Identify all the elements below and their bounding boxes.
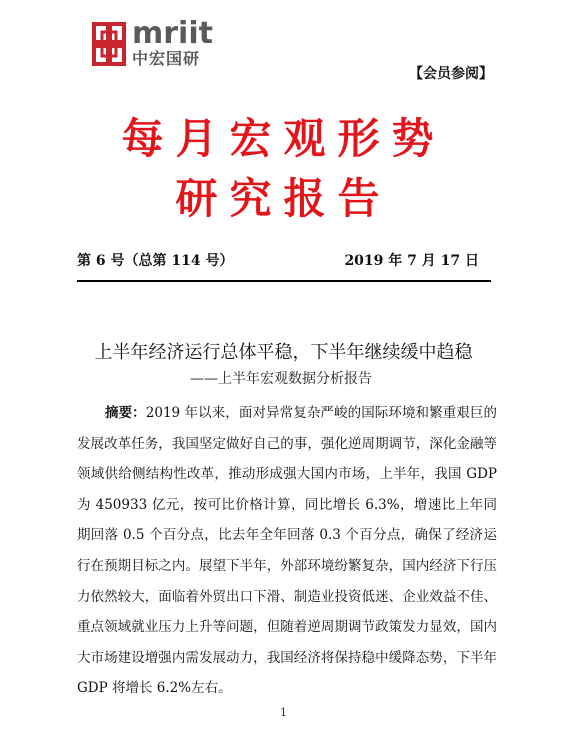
page-number: 1 xyxy=(280,706,287,719)
issue-date: 2019 年 7 月 17 日 xyxy=(344,253,479,269)
report-title-line2: 研究报告 xyxy=(175,174,392,223)
member-tag: 【会员参阅】 xyxy=(409,66,493,82)
abstract-text: 2019 年以来，面对异常复杂严峻的国际环境和繁重艰巨的发展改革任务，我国坚定做好自己的事，强化逆周期调节，深化金融等领域供给侧结构性改革，推动形成强大国内市场，上半年，我国 GDP 为 450933 亿元，按可比价格计算，同比增长 6.3%，增速比上年同期回落 0.5 个百分点，比去年全年回落 0.3 个百分点，确保了经济运行在预期目标之内。展望下半年，外部环境纷繁复杂，国内经济下行压力依然较大，面临着外贸出口下滑、制造业投资低迷、企业效益不佳、重点领域就业压力上升等问题，但随着逆周期调节政策发力显效，国内大市场建设增强内需发展动力，我国经济将保持稳中缓降态势，下半年 GDP 将增长 6.2%左右。 xyxy=(77,405,498,697)
mriit-logo xyxy=(92,16,242,72)
logo-text: mriit xyxy=(132,16,213,51)
logo-mark-icon xyxy=(92,22,126,66)
header-divider xyxy=(77,280,491,282)
abstract-label: 摘要： xyxy=(105,405,146,421)
issue-number: 第 6 号（总第 114 号） xyxy=(77,253,234,269)
article-title: 上半年经济运行总体平稳，下半年继续缓中趋稳 xyxy=(94,342,473,363)
issue-row xyxy=(77,250,491,270)
logo-subtext: 中宏国研 xyxy=(132,49,201,68)
article-subtitle: ——上半年宏观数据分析报告 xyxy=(190,371,372,387)
abstract-paragraph xyxy=(77,398,497,704)
report-title-line1: 每月宏观形势 xyxy=(121,114,446,163)
